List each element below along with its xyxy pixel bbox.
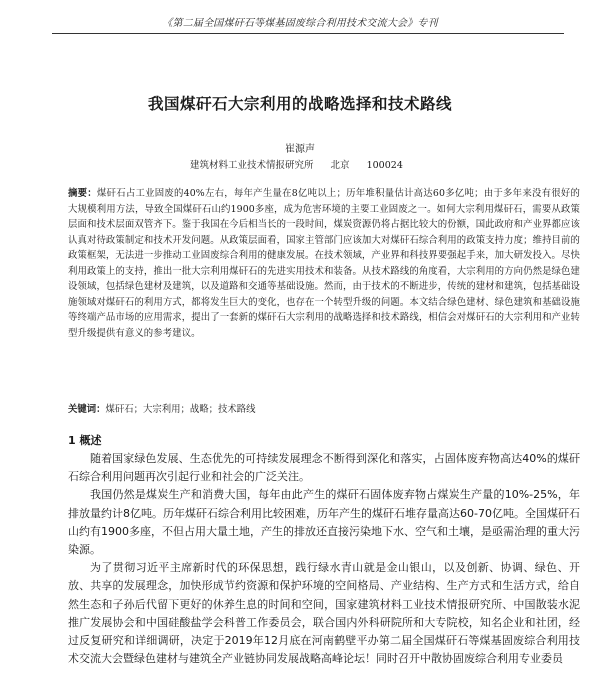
body-paragraph: 为了贯彻习近平主席新时代的环保思想，践行绿水青山就是金山银山，以及创新、协调、绿色、开放、共享的发展理念，加快形成节约资源和保护环境的空间格局、产业结构、生产方式和生活方式，给自然生态和子孙后代留下更好的休养生息的时间和空间，国家建筑材料工业技术情报研究所、中国散装水泥推广发展协会和中国硅酸盐学会科普工作委员会，联合国内外科研院所和大专院校，知名企业和社团，经过反复研究和详细调研，决定于2019年12月底在河南鹤壁平办第二届全国煤矸石等煤基固废综合利用技术交流大会暨绿色建材与建筑全产业链协同发展战略高峰论坛！同时召开中散协固废综合利用专业委员 [68,561,580,666]
affiliation-institute: 建筑材料工业技术情报研究所 [190,160,314,171]
keywords-label: 关键词： [68,404,106,415]
author-name: 崔源声 [285,144,315,155]
keywords [68,402,580,417]
body-text [68,450,580,668]
affiliation-postcode: 100024 [366,160,403,171]
running-header: 《第二届全国煤矸石等煤基固废综合利用技术交流大会》专刊 [162,18,438,29]
section-heading: 1 概述 [68,434,102,447]
keywords-text: 煤矸石；大宗利用；战略；技术路线 [105,404,256,415]
affiliation-city: 北京 [330,160,350,171]
affiliation [190,157,430,171]
header-rule [52,33,564,34]
paper-title: 我国煤矸石大宗利用的战略选择和技术路线 [147,95,452,113]
abstract-text: 煤矸石占工业固废的40%左右，每年产生量在8亿吨以上；历年堆积量估计高达60多亿吨；由于多年来没有很好的大规模利用方法，导致全国煤矸石山约1900多座，成为危害环境的主要工业固废之一。如何大宗利用煤矸石，需要从政策层面和技术层面双管齐下。鉴于我国在今后相当长的一段时间，煤炭资源仍将占据比较大的份额，国此政府和产业界都应该认真对待政策制定和技术开发问题。从政策层面看，国家主管部门应该加大对煤矸石综合利用的政策支持力度；维持目前的政策框架，无法进一步推动工业固废综合利用的健康发展。在技术领域，产业界和科技界要强起手来，加大研发投入。尽快利用政策上的支持，推出一批大宗利用煤矸石的先进实用技术和装备。从技术路线的角度看，大宗利用的方向仍然是绿色建设领域，包括绿色建材及建筑，以及道路和交通等基础设施。然而，由于技术的不断进步，传统的建材和建筑，包括基础设施领域对煤矸石的利用方式，都将发生巨大的变化，也存在一个转型升级的问题。本文结合绿色建材、绿色建筑和基础设施等终端产品市场的应用需求，提出了一套新的煤矸石大宗利用的战略选择和技术路线，相信会对煤矸石的大宗利用和产业转型升级提供有意义的参考建议。 [68,188,580,339]
body-paragraph: 随着国家绿色发展、生态优先的可持续发展理念不断得到深化和落实，占固体废弃物高达40%的煤矸石综合利用问题再次引起行业和社会的广泛关注。 [68,452,580,484]
body-paragraph: 我国仍然是煤炭生产和消费大国，每年由此产生的煤矸石固体废弃物占煤炭生产量的10%-25%，年排放量约计8亿吨。历年煤矸石综合利用比较困难，历年产生的煤矸石堆存量高达60-70亿吨。全国煤矸石山约有1900多座，不但占用大量土地，产生的排放还直接污染地下水、空气和土壤，是亟需治理的重大污染源。 [68,488,580,557]
abstract [68,186,580,341]
abstract-label: 摘要： [68,188,97,199]
